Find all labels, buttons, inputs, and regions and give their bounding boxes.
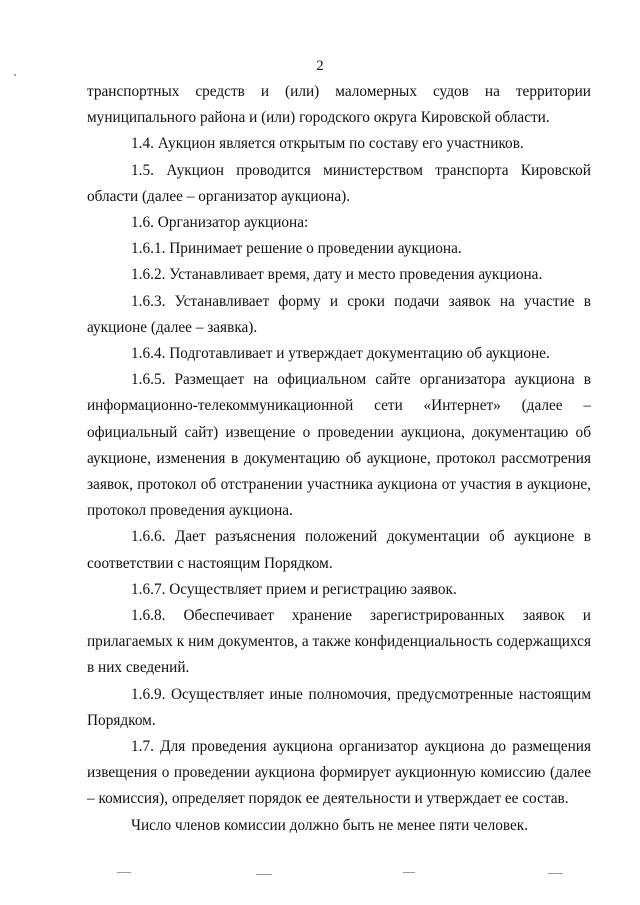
paragraph-1-5: 1.5. Аукцион проводится министерством транспорта Кировской области (далее – организатор аукциона). xyxy=(87,161,591,205)
paragraph-1-6-5: 1.6.5. Размещает на официальном сайте организатора аукциона в информационно-телекоммуникационной сети «Интернет» (далее – официальный сайт) извещение о проведении аукциона, документацию об аукционе, изменения в документацию об аукционе, протокол рассмотрения заявок, протокол об отстранении участника аукциона от участия в аукционе, протокол проведения аукциона. xyxy=(87,371,591,520)
scan-artifact xyxy=(14,74,16,76)
paragraph-1-6-1: 1.6.1. Принимает решение о проведении аукциона. xyxy=(131,240,462,258)
paragraph-1-6-7: 1.6.7. Осуществляет прием и регистрацию заявок. xyxy=(131,580,457,598)
paragraph-1-6-2: 1.6.2. Устанавливает время, дату и место проведения аукциона. xyxy=(131,266,543,284)
scan-artifact xyxy=(548,873,563,874)
paragraph-1-7: 1.7. Для проведения аукциона организатор аукциона до размещения извещения о проведении аукциона формирует аукционную комиссию (далее – комиссия), определяет порядок ее деятельности и утверждает ее состав. xyxy=(87,738,591,808)
paragraph-1-6-9: 1.6.9. Осуществляет иные полномочия, предусмотренные настоящим Порядком. xyxy=(87,685,591,729)
scan-artifact xyxy=(403,872,415,873)
paragraph-1-4: 1.4. Аукцион является открытым по составу его участников. xyxy=(131,135,524,153)
scan-artifact xyxy=(117,872,131,873)
document-body xyxy=(87,79,591,839)
paragraph-1-6: 1.6. Организатор аукциона: xyxy=(131,214,309,232)
paragraph-commission-size: Число членов комиссии должно быть не менее пяти человек. xyxy=(131,816,529,834)
paragraph-continuation: транспортных средств и (или) маломерных судов на территории муниципального района и (или) городского округа Кировской области. xyxy=(87,83,591,127)
paragraph-1-6-3: 1.6.3. Устанавливает форму и сроки подачи заявок на участие в аукционе (далее – заявка). xyxy=(87,292,591,336)
scan-artifact xyxy=(256,874,272,875)
paragraph-1-6-8: 1.6.8. Обеспечивает хранение зарегистрированных заявок и прилагаемых к ним документов, а также конфиденциальность содержащихся в них сведений. xyxy=(87,607,591,677)
page-number: 2 xyxy=(316,58,324,74)
paragraph-1-6-4: 1.6.4. Подготавливает и утверждает документацию об аукционе. xyxy=(131,345,550,363)
paragraph-1-6-6: 1.6.6. Дает разъяснения положений документации об аукционе в соответствии с настоящим Порядком. xyxy=(87,528,591,572)
